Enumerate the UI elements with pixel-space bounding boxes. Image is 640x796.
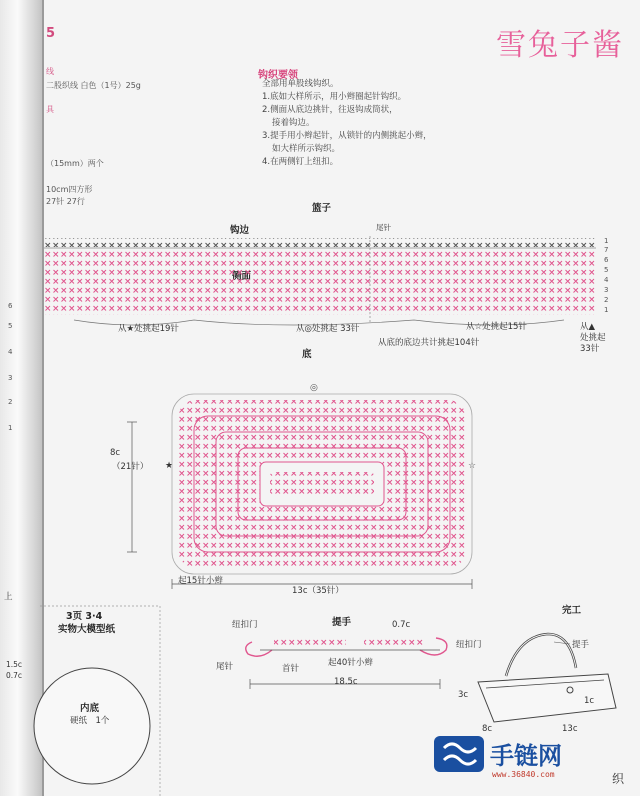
instruction-line: 如大样所示钩织。: [272, 144, 341, 154]
row-number: 5: [604, 266, 609, 274]
left-row-number: 5: [8, 322, 13, 330]
left-fragment: 二股织线 白色（1号）25g: [46, 81, 141, 90]
finished-handle-label: 提手: [572, 640, 590, 650]
inner-bottom-sub: 硬纸 1个: [70, 716, 110, 726]
pattern-ref-title: 3页 3·4: [66, 611, 103, 622]
svg-text:★: ★: [165, 461, 174, 471]
left-fragment: 上: [4, 592, 13, 602]
pickup-label-circle: 从◎处挑起 33针: [296, 324, 360, 334]
bottom-height-stitches: （21针）: [112, 462, 149, 472]
handle-title: 提手: [332, 617, 352, 628]
bottom-height-label: 8c: [110, 448, 121, 458]
left-fragment: 线: [46, 67, 54, 76]
row-number: 1: [604, 306, 609, 314]
page-number-fragment: 5: [46, 26, 56, 41]
instruction-line: 3.提手用小辫起针，从锁针的内侧挑起小辫，: [262, 131, 432, 141]
site-logo-icon: [432, 734, 486, 774]
pickup-label-triangle: 33针: [580, 344, 600, 354]
inner-bottom-label: 内底: [80, 703, 100, 714]
handle-first: 首针: [282, 664, 300, 674]
left-fragment: 10cm四方形: [46, 185, 93, 194]
svg-text:☆: ☆: [468, 461, 477, 471]
finished-dim: 8c: [482, 724, 493, 734]
pickup-label-star: 从★处挑起19针: [118, 324, 179, 334]
basket-side-chart: [44, 232, 604, 332]
pickup-total-label: 从底的底边共计挑起104针: [378, 338, 480, 348]
watermark-text: 手链网: [490, 742, 562, 770]
svg-text:◎: ◎: [310, 383, 318, 393]
bottom-chart: [122, 352, 494, 592]
left-row-number: 2: [8, 398, 13, 406]
pickup-label-triangle: 处挑起: [580, 333, 606, 343]
handle-tail: 尾针: [216, 662, 234, 672]
watermark-url: www.36840.com: [492, 770, 555, 779]
instruction-line: 2.侧面从底边挑针，往返钩成筒状，: [262, 105, 398, 115]
handle-dim: 0.7c: [392, 620, 411, 630]
row-number: 2: [604, 296, 609, 304]
pattern-ref-subtitle: 实物大模型纸: [58, 624, 116, 635]
button-hole-left: 纽扣门: [232, 620, 258, 630]
handle-chain: 起40针小辫: [328, 658, 373, 668]
instruction-line: 全部用单股线钩织。: [262, 79, 339, 89]
instructions-heading: 钩织要领: [258, 70, 298, 81]
dim-label: 0.7c: [6, 671, 23, 680]
row-number: 1: [604, 237, 609, 245]
finished-title: 完工: [562, 605, 582, 616]
text-fragment: 织: [612, 772, 625, 786]
row-number: 7: [604, 246, 609, 254]
tail-label: 尾针: [376, 223, 391, 232]
handle-width: 18.5c: [334, 677, 358, 687]
finished-basket-illustration: [458, 612, 628, 742]
instruction-line: 4.在两侧钉上纽扣。: [262, 157, 339, 167]
page-title: 雪兔子酱: [496, 28, 624, 63]
row-number: 4: [604, 276, 609, 284]
edging-label: 钩边: [230, 225, 250, 236]
finished-dim: 13c: [562, 724, 578, 734]
left-row-number: 6: [8, 302, 13, 310]
finished-dim: 3c: [458, 690, 469, 700]
pickup-label-star-outline: 从☆处挑起15针: [466, 322, 527, 332]
basket-title: 篮子: [312, 203, 332, 214]
left-fragment: 27针 27行: [46, 197, 85, 206]
finished-dim: 1c: [584, 696, 595, 706]
row-number: 3: [604, 286, 609, 294]
left-fragment: 具: [46, 105, 54, 114]
dim-label: 1.5c: [6, 660, 23, 669]
row-number: 6: [604, 256, 609, 264]
left-row-number: 1: [8, 424, 13, 432]
pickup-label-triangle: 从▲: [580, 322, 596, 332]
instruction-line: 接着钩边。: [272, 118, 315, 128]
button-hole-right: 纽扣门: [456, 640, 482, 650]
left-row-number: 3: [8, 374, 13, 382]
bottom-title: 底: [302, 349, 312, 360]
left-row-number: 4: [8, 348, 13, 356]
bottom-start-label: 起15针小辫: [178, 576, 223, 586]
bottom-width-label: 13c（35针）: [292, 586, 344, 596]
instruction-line: 1.底如大样所示，用小辫圈起针钩织。: [262, 92, 407, 102]
left-fragment: （15mm）两个: [46, 159, 104, 168]
